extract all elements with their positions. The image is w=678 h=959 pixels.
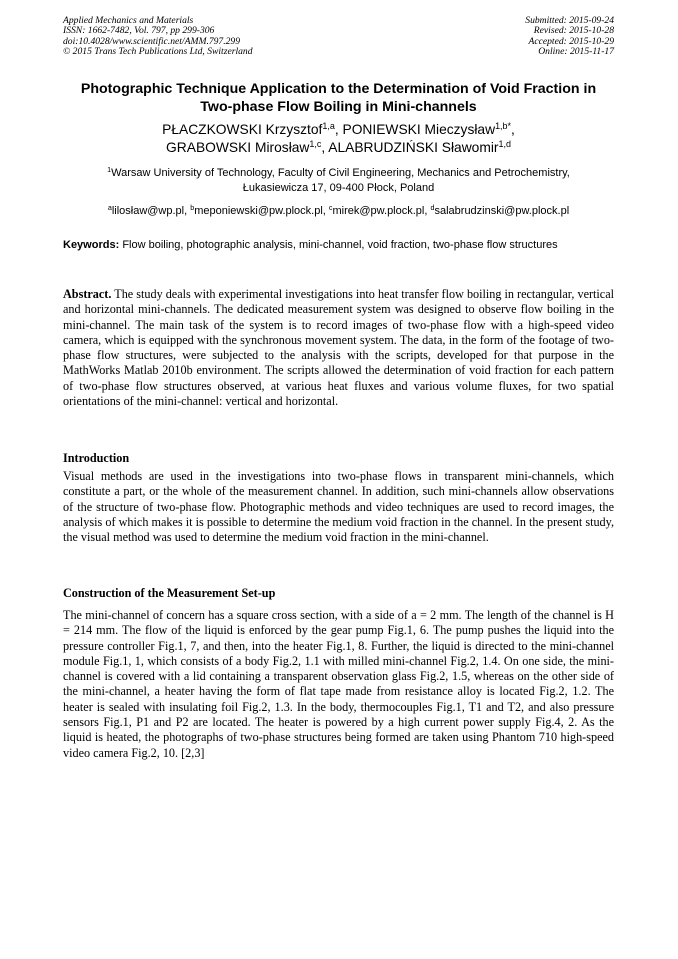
construction-text: The mini-channel of concern has a square cross section, with a side of a = 2 mm. The length of the channel is H = 214 mm. The flow of the liquid is enforced by the gear pump Fig.1, 6. The pump pushes the liquid into the pressure controller Fig.1, 7, and then, into the heater Fig.1, 8. Further, the liquid is directed to the mini-channel module Fig.1, 1, which consists of a body Fig.2, 1.1 with milled mini-channel Fig.2, 1.4. On one side, the mini-channel is covered with a lid containing a transparent observation glass Fig.2, 1.5, whereas on the other side of the mini-channel, a heater having the form of flat tape made from resistance alloy is located Fig.2, 1.2. The heater is sealed with insulating foil Fig.2, 1.3. In the body, thermocouples Fig.1, T1 and T2, and also pressure sensors Fig.1, P1 and P2 are located. The heater is powered by a high current power supply Fig.4, 2. As the liquid is heated, the photographs of two-phase structures being formed are taken using Phantom 710 high-speed video camera Fig.2, 10. [2,3] <box>63 608 614 760</box>
affiliation-mark: 1 <box>107 166 112 175</box>
email-address: lilosław@wp.pl <box>111 205 185 217</box>
keywords <box>63 238 614 252</box>
author-list: PŁACZKOWSKI Krzysztof$^{1,a}$, PONIEWSKI Mieczysław$^{1,b*}$, GRABOWSKI Mirosław$^{1,c}$, ALABRUDZIŃSKI Sławomir$^{1,d}$ <box>162 121 515 155</box>
paper-title: Photographic Technique Application to the Determination of Void Fraction in Two-phase Flow Boiling in Mini-channels <box>80 81 597 115</box>
date-revised: Revised: 2015-10-28 <box>533 25 614 37</box>
email-mark: b <box>190 204 195 213</box>
author-name: PONIEWSKI Mieczysław <box>342 122 496 137</box>
email-address: salabrudzinski@pw.plock.pl <box>434 205 570 217</box>
journal-doi: doi:10.4028/www.scientific.net/AMM.797.299 <box>63 35 241 47</box>
publication-dates <box>525 16 614 58</box>
abstract-label: Abstract. <box>63 287 112 301</box>
introduction-heading: Introduction <box>63 451 130 465</box>
journal-issn: ISSN: 1662-7482, Vol. 797, pp 299-306 <box>63 25 215 37</box>
journal-info <box>63 16 253 58</box>
keywords-text: Flow boiling, photographic analysis, mini-channel, void fraction, two-phase flow structures <box>122 239 558 251</box>
date-online: Online: 2015-11-17 <box>538 46 614 58</box>
email-mark: d <box>430 204 435 213</box>
email-mark: c <box>328 204 333 213</box>
affiliation-address: Łukasiewicza 17, 09-400 Płock, Poland <box>242 181 435 194</box>
construction-heading: Construction of the Measurement Set-up <box>63 586 276 600</box>
author-name: ALABRUDZIŃSKI Sławomir <box>328 140 499 155</box>
date-submitted: Submitted: 2015-09-24 <box>525 15 614 26</box>
introduction-text: Visual methods are used in the investigations into two-phase flows in transparent mini-channels, which constitute a part, or the whole of the measurement channel. In addition, such mini-channels allow observations of the structure of two-phase flow. Photographic methods and video techniques are used to record images, the analysis of which makes it is possible to determine the medium void fraction in the channel. In the present study, the visual method was used to determine the medium void fraction in the mini-channel. <box>63 469 614 545</box>
author-affiliation-mark: 1,c <box>309 139 322 150</box>
keywords-label: Keywords: <box>63 239 120 251</box>
author-name: PŁACZKOWSKI Krzysztof <box>162 122 323 137</box>
date-accepted: Accepted: 2015-10-29 <box>528 35 614 47</box>
affiliation-line: Warsaw University of Technology, Faculty of Civil Engineering, Mechanics and Petrochemistry, <box>111 167 570 179</box>
author-affiliation-mark: 1,b* <box>495 121 512 132</box>
affiliation <box>63 166 614 195</box>
email-address: mirek@pw.plock.pl <box>332 205 425 217</box>
email-mark: a <box>107 204 112 213</box>
author-emails: $^a$lilosław@wp.pl, $^b$meponiewski@pw.plock.pl, $^c$mirek@pw.plock.pl, $^d$salabrudzinski@pw.plock.pl <box>107 204 570 217</box>
email-address: meponiewski@pw.plock.pl <box>194 205 323 217</box>
abstract <box>63 287 614 409</box>
author-affiliation-mark: 1,a <box>322 121 335 132</box>
author-name: GRABOWSKI Mirosław <box>166 140 310 155</box>
abstract-text: The study deals with experimental investigations into heat transfer flow boiling in rectangular, vertical and horizontal mini-channels. The dedicated measurement system was designed to observe flow boiling in the mini-channel. The main task of the system is to record images of two-phase flow with a high-speed video camera, which is equipped with the synchronous movement system. The data, in the form of the footage of two-phase flow structures, were subjected to the analysis with the scripts, developed for that purpose in the MathWorks Matlab 2010b environment. The scripts allowed the determination of void fraction for each pattern of two-phase flow structures observed, at various heat fluxes and various volume fluxes, for two spatial orientations of the mini-channel: vertical and horizontal. <box>63 287 615 409</box>
journal-name: Applied Mechanics and Materials <box>63 15 194 26</box>
author-affiliation-mark: 1,d <box>498 139 511 150</box>
journal-copyright: © 2015 Trans Tech Publications Ltd, Switzerland <box>63 46 253 58</box>
